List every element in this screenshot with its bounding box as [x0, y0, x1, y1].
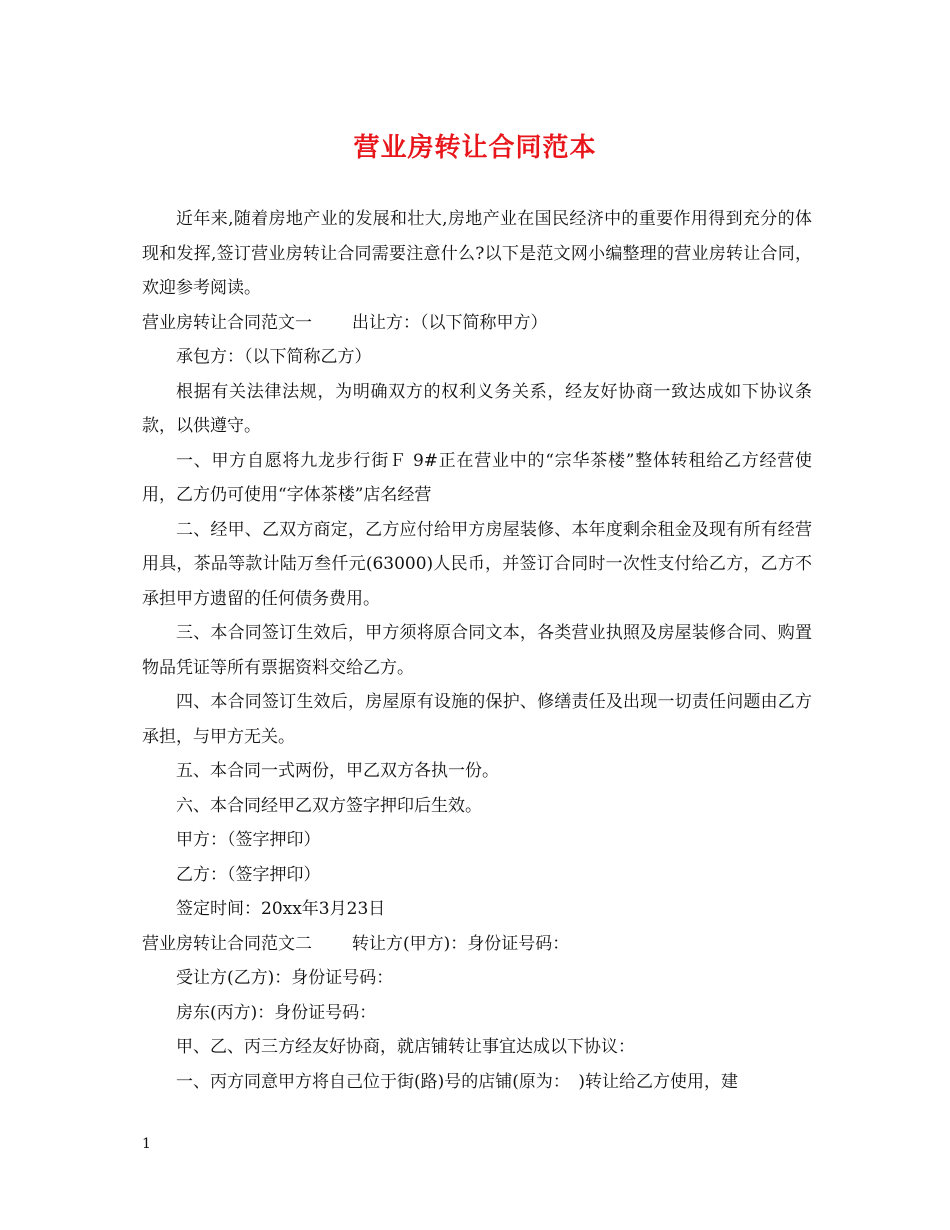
document-body: [142, 202, 812, 1099]
page-number: 1: [142, 1136, 151, 1152]
sample1-clause-1: 一、甲方自愿将九龙步行街Ｆ 9#正在营业中的“宗华茶楼”整体转租给乙方经营使用，乙方仍可使用“字体茶楼”店名经营: [142, 450, 812, 505]
sample1-clause-6: 六、本合同经甲乙双方签字押印后生效。: [176, 795, 482, 816]
sample1-heading: 营业房转让合同范文一: [142, 312, 312, 333]
sample2-clause-1: 一、丙方同意甲方将自己位于街(路)号的店铺(原为： )转让给乙方使用，建: [176, 1071, 739, 1092]
sample2-transferor: 转让方(甲方)：身份证号码：: [352, 933, 570, 954]
document-title: 营业房转让合同范本: [353, 133, 597, 163]
sample2-heading: 营业房转让合同范文二: [142, 933, 312, 954]
sample1-clause-3: 三、本合同签订生效后，甲方须将原合同文本，各类营业执照及房屋装修合同、购置物品凭证等所有票据资料交给乙方。: [142, 623, 812, 678]
sample1-clause-4: 四、本合同签订生效后，房屋原有设施的保护、修缮责任及出现一切责任问题由乙方承担，与甲方无关。: [142, 692, 812, 747]
sample2-landlord: 房东(丙方)：身份证号码：: [176, 1002, 377, 1023]
sample1-party-b-signature: 乙方：（签字押印）: [176, 864, 321, 885]
sample1-heading-line: [142, 306, 812, 341]
sample1-party-a-signature: 甲方：（签字押印）: [176, 830, 321, 850]
intro-paragraph: 近年来,随着房地产业的发展和壮大,房地产业在国民经济中的重要作用得到充分的体现和发挥,签订营业房转让合同需要注意什么?以下是范文网小编整理的营业房转让合同，欢迎参考阅读。: [142, 209, 812, 298]
sample1-transferor: 出让方：（以下简称甲方）: [352, 312, 548, 333]
sample2-preamble: 甲、乙、丙三方经友好协商，就店铺转让事宜达成以下协议：: [176, 1037, 635, 1057]
sample1-preamble: 根据有关法律法规，为明确双方的权利义务关系，经友好协商一致达成如下协议条款，以供遵守。: [142, 381, 812, 436]
sample1-contractor: 承包方：（以下简称乙方）: [176, 347, 372, 367]
sample2-transferee: 受让方(乙方)：身份证号码：: [176, 968, 394, 988]
sample1-clause-2: 二、经甲、乙双方商定，乙方应付给甲方房屋装修、本年度剩余租金及现有所有经营用具，茶品等款计陆万叁仟元(63000)人民币，并签订合同时一次性支付给乙方，乙方不承担甲方遗留的任何债务费用。: [142, 519, 812, 609]
sample2-heading-line: [142, 927, 812, 962]
sample1-clause-5: 五、本合同一式两份，甲乙双方各执一份。: [176, 761, 499, 781]
sample1-sign-date: 签定时间：20xx年3月23日: [176, 899, 386, 919]
